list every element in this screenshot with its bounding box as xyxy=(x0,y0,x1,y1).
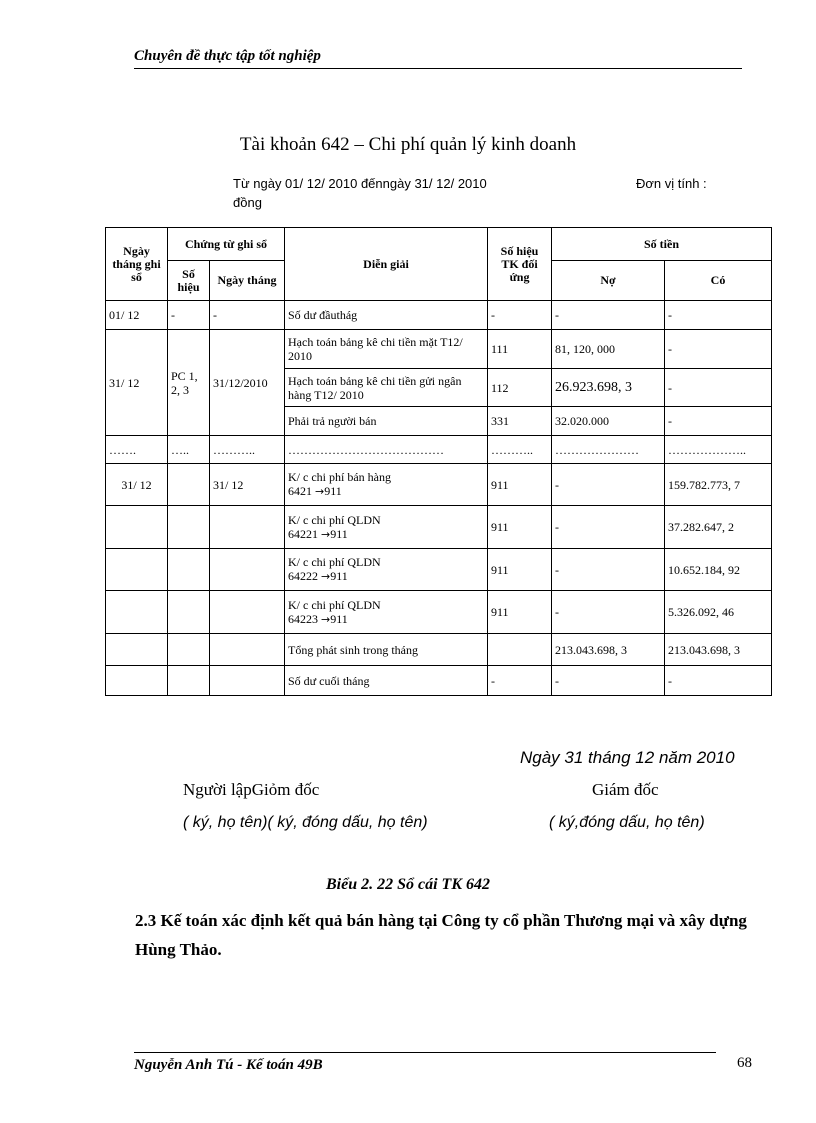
cell-so-hieu xyxy=(168,666,210,696)
arrow-right-icon: → xyxy=(321,612,331,626)
cell-no: - xyxy=(552,666,665,696)
header-rule xyxy=(134,68,742,69)
desc-line: K/ c chi phí QLDN xyxy=(288,597,381,612)
cell-tk: 911 xyxy=(488,591,552,634)
cell-ngay xyxy=(210,549,285,591)
cell-date xyxy=(106,506,168,549)
cell-no: - xyxy=(552,301,665,330)
target-account: 911 xyxy=(330,526,348,541)
target-account: 911 xyxy=(330,611,348,626)
table-row xyxy=(106,506,772,549)
target-account: 911 xyxy=(324,484,342,498)
cell-desc: Hạch toán bảng kê chi tiền mặt T12/ 2010 xyxy=(285,330,488,369)
cell-no: 26.923.698, 3 xyxy=(552,369,665,407)
cell-desc: Số dư cuối tháng xyxy=(285,666,488,696)
cell-tk: 911 xyxy=(488,549,552,591)
arrow-right-icon: → xyxy=(321,570,331,583)
cell-co: - xyxy=(665,301,772,330)
cell-so-hieu: PC 1, 2, 3 xyxy=(168,330,210,436)
table-row-total xyxy=(106,634,772,666)
table-row xyxy=(106,330,772,369)
cell-so-hieu: - xyxy=(168,301,210,330)
cell-tk: 911 xyxy=(488,506,552,549)
table-row-closing xyxy=(106,666,772,696)
target-account: 911 xyxy=(330,569,348,583)
cell-date xyxy=(106,549,168,591)
cell-ngay xyxy=(210,591,285,634)
cell-no: - xyxy=(552,591,665,634)
cell-co: 159.782.773, 7 xyxy=(665,464,772,506)
desc-transfer xyxy=(288,612,484,627)
cell-co: 213.043.698, 3 xyxy=(665,634,772,666)
cell-ngay xyxy=(210,506,285,549)
cell-desc: Số dư đầuthág xyxy=(285,301,488,330)
cell-date: ……. xyxy=(106,436,168,464)
cell-co: 5.326.092, 46 xyxy=(665,591,772,634)
cell-desc: Phải trả người bán xyxy=(285,407,488,436)
cell-co: - xyxy=(665,369,772,407)
unit-value: đồng xyxy=(233,195,262,210)
cell-tk: 911 xyxy=(488,464,552,506)
header-dien-giai: Diễn giải xyxy=(285,228,488,301)
table-row xyxy=(106,591,772,634)
cell-co: ……………….. xyxy=(665,436,772,464)
cell-co: - xyxy=(665,666,772,696)
table-row xyxy=(106,549,772,591)
footer-rule xyxy=(134,1052,716,1053)
signature-right-title: Giám đốc xyxy=(592,780,659,799)
unit-label: Đơn vị tính : xyxy=(636,176,707,191)
cell-tk: ……….. xyxy=(488,436,552,464)
cell-desc xyxy=(285,549,488,591)
cell-date xyxy=(106,591,168,634)
cell-co: 10.652.184, 92 xyxy=(665,549,772,591)
table-row xyxy=(106,464,772,506)
cell-no: - xyxy=(552,506,665,549)
cell-tk: 112 xyxy=(488,369,552,407)
cell-so-hieu xyxy=(168,634,210,666)
cell-tk: - xyxy=(488,666,552,696)
cell-date xyxy=(106,666,168,696)
ledger-table xyxy=(105,227,772,696)
account-code: 6421 xyxy=(288,484,312,498)
cell-desc xyxy=(285,506,488,549)
cell-no: ………………… xyxy=(552,436,665,464)
page-number: 68 xyxy=(737,1055,752,1071)
header-so-hieu: Số hiệu xyxy=(168,261,210,301)
cell-tk: - xyxy=(488,301,552,330)
table-row-ellipsis xyxy=(106,436,772,464)
header-ngay-thang: Ngày tháng xyxy=(210,261,285,301)
cell-no: 32.020.000 xyxy=(552,407,665,436)
desc-line: K/ c chi phí QLDN xyxy=(288,555,381,569)
cell-date xyxy=(106,634,168,666)
table-caption: Biểu 2. 22 Sổ cái TK 642 xyxy=(325,876,490,893)
cell-so-hieu xyxy=(168,506,210,549)
cell-desc xyxy=(285,591,488,634)
cell-ngay: 31/ 12 xyxy=(210,464,285,506)
header-so-tien: Số tiền xyxy=(552,228,772,261)
cell-no: 213.043.698, 3 xyxy=(552,634,665,666)
cell-so-hieu xyxy=(168,549,210,591)
document-title: Tài khoản 642 – Chi phí quản lý kinh doanh xyxy=(239,134,577,155)
cell-tk xyxy=(488,634,552,666)
desc-transfer xyxy=(288,484,484,499)
cell-ngay: 31/12/2010 xyxy=(210,330,285,436)
cell-desc: Tổng phát sinh trong tháng xyxy=(285,634,488,666)
cell-no: - xyxy=(552,549,665,591)
account-code: 64222 xyxy=(288,569,318,583)
header-chung-tu: Chứng từ ghi sổ xyxy=(168,228,285,261)
cell-ngay: - xyxy=(210,301,285,330)
arrow-right-icon: → xyxy=(321,527,331,541)
cell-tk: 111 xyxy=(488,330,552,369)
cell-no: 81, 120, 000 xyxy=(552,330,665,369)
signature-left-title: Người lậpGiỏm đốc xyxy=(183,780,320,799)
cell-ngay xyxy=(210,634,285,666)
desc-line: K/ c chi phí QLDN xyxy=(288,512,381,527)
period-range: Từ ngày 01/ 12/ 2010 đếnngày 31/ 12/ 2010 xyxy=(233,176,487,191)
cell-desc xyxy=(285,464,488,506)
cell-date: 31/ 12 xyxy=(106,464,168,506)
cell-ngay xyxy=(210,666,285,696)
signature-date: Ngày 31 tháng 12 năm 2010 xyxy=(520,748,735,767)
cell-co: - xyxy=(665,407,772,436)
cell-so-hieu xyxy=(168,591,210,634)
arrow-right-icon: → xyxy=(315,485,325,498)
header-no: Nợ xyxy=(552,261,665,301)
cell-date: 31/ 12 xyxy=(106,330,168,436)
cell-co: 37.282.647, 2 xyxy=(665,506,772,549)
cell-co: - xyxy=(665,330,772,369)
cell-ngay: ……….. xyxy=(210,436,285,464)
cell-desc: ………………………………… xyxy=(285,436,488,464)
header-co: Có xyxy=(665,261,772,301)
cell-so-hieu: ….. xyxy=(168,436,210,464)
cell-tk: 331 xyxy=(488,407,552,436)
cell-desc: Hạch toán bảng kê chi tiền gửi ngân hàng T12/ 2010 xyxy=(285,369,488,407)
table-row xyxy=(106,301,772,330)
header-ngay-ghi-so: Ngày tháng ghi sổ xyxy=(106,228,168,301)
cell-no: - xyxy=(552,464,665,506)
header-tk-doi-ung: Số hiệu TK đối ứng xyxy=(488,228,552,301)
signature-left-note: ( ký, họ tên)( ký, đóng dấu, họ tên) xyxy=(183,814,428,831)
desc-transfer xyxy=(288,569,484,584)
footer-author: Nguyễn Anh Tú - Kế toán 49B xyxy=(134,1057,323,1073)
desc-transfer xyxy=(288,527,484,542)
section-heading: 2.3 Kế toán xác định kết quả bán hàng tại Công ty cổ phần Thương mại và xây dựng Hùng Thảo. xyxy=(135,911,747,959)
cell-date: 01/ 12 xyxy=(106,301,168,330)
desc-line: K/ c chi phí bán hàng xyxy=(288,470,391,484)
running-header: Chuyên đề thực tập tốt nghiệp xyxy=(134,48,321,64)
cell-so-hieu xyxy=(168,464,210,506)
account-code: 64221 xyxy=(288,526,318,541)
signature-right-note: ( ký,đóng dấu, họ tên) xyxy=(549,814,705,831)
account-code: 64223 xyxy=(288,611,318,626)
